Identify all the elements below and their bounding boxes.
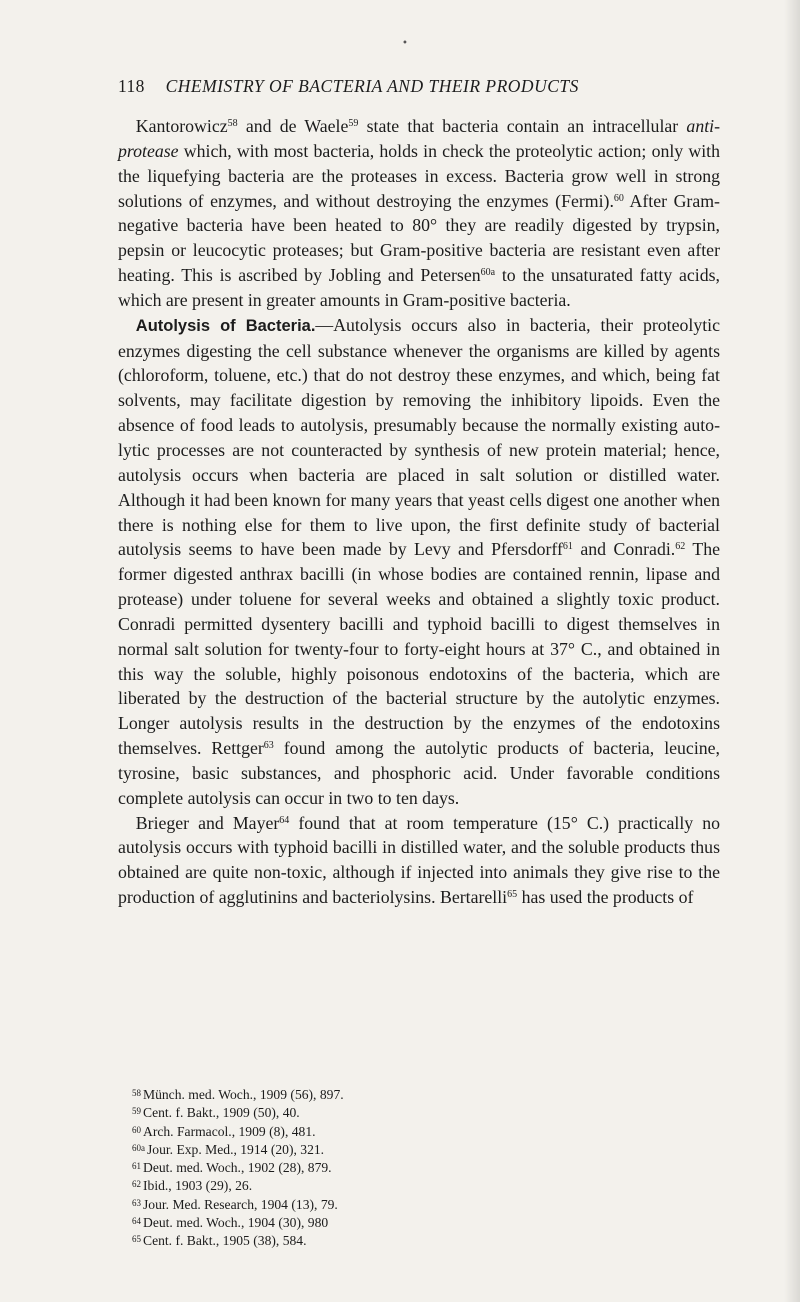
footnote-ref-63[interactable]: 63 (263, 740, 274, 752)
footnote (132, 1103, 692, 1121)
section-heading: Autolysis of Bacteria. (135, 316, 316, 335)
text-run: state that bacteria contain an intracellular (358, 116, 687, 136)
text-run: Brieger and Mayer (135, 812, 280, 833)
footnote-ref-60[interactable]: 60 (613, 192, 624, 204)
text-run: The former digested anthrax bacilli (in whose bodies are contained rennin, lipase and protease) under toluene for several weeks and obtained a slightly toxic product. Conradi permitted dysentery bacilli and typhoid bacilli to digest themselves in normal salt solution for twenty-four to forty-eight hours at 37° C., and obtained in this way the soluble, highly poisonous endotoxins of the bacteria, which are liberated by the destruction of the bacterial structure by the autolytic enzymes. Longer autolysis results in the destruction by the enzymes of the endotoxins themselves. Rettger (118, 539, 720, 759)
footnote (132, 1158, 692, 1176)
footnote-ref-62[interactable]: 62 (675, 541, 686, 553)
footnote-number: 65 (132, 1234, 141, 1245)
footnote-number: 60a (132, 1142, 145, 1153)
page-edge-shadow (784, 0, 800, 1302)
footnote-ref-65[interactable]: 65 (507, 889, 518, 901)
footnote-ref-64[interactable]: 64 (279, 814, 290, 826)
footnote-number: 64 (132, 1216, 141, 1227)
text-run: which, with most bacteria, holds in check the proteolytic action; only with the liquefying bacteria are the proteases in excess. Bacteria grow well in strong solutions of enzymes, and without destroying the enzymes (Fermi). (118, 140, 720, 211)
paragraph-brieger (118, 811, 720, 910)
footnote-text: Münch. med. Woch., 1909 (56), 897. (143, 1087, 344, 1102)
text-run: to the unsaturated fatty acids, which are present in greater amounts in Gram-positive bacteria. (118, 265, 721, 310)
footnote-number: 59 (132, 1106, 141, 1117)
footnote-text: Cent. f. Bakt., 1909 (50), 40. (143, 1105, 300, 1121)
footnote-text: Jour. Med. Research, 1904 (13), 79. (143, 1196, 338, 1212)
footnote-ref-58[interactable]: 58 (227, 118, 238, 129)
footnote-number: 60 (132, 1124, 141, 1135)
text-run: found that at room temperature (15° C.) practically no autolysis occurs with typhoid bacilli in distilled water, and the soluble products thus obtained are quite non-toxic, although if injected into animals they give rise to the production of agglutinins and bacteriolysins. Bertarelli (118, 812, 720, 908)
running-head (118, 76, 718, 97)
footnote (132, 1176, 692, 1194)
footnote (132, 1122, 692, 1140)
footnote-text: Deut. med. Woch., 1904 (30), 980 (143, 1215, 329, 1231)
footnote (132, 1231, 692, 1249)
footnote (132, 1195, 692, 1213)
footnote (132, 1213, 692, 1231)
paragraph-autolysis (118, 313, 720, 811)
text-run: After Gram-negative bacteria have been heated to 80° they are readily digested by trypsin, pepsin or leucocytic proteases; but Gram-positive bacteria are resistant even after heating. This is ascribed by Jobling and Petersen (118, 190, 720, 286)
footnote-text: Deut. med. Woch., 1902 (28), 879. (143, 1160, 332, 1176)
footnote-ref-60a[interactable]: 60a (480, 267, 496, 279)
footnote-text: Ibid., 1903 (29), 26. (143, 1178, 253, 1194)
print-mark: • (402, 38, 408, 49)
text-run: Kantorowicz (135, 116, 228, 136)
footnote-text: Arch. Farmacol., 1909 (8), 481. (143, 1123, 316, 1139)
footnotes (132, 1085, 692, 1250)
footnote-number: 63 (132, 1197, 141, 1208)
page-number: 118 (118, 76, 145, 96)
footnote-ref-59[interactable]: 59 (348, 118, 359, 129)
footnote-number: 61 (132, 1161, 141, 1172)
footnote-text: Cent. f. Bakt., 1905 (38), 584. (143, 1233, 307, 1249)
footnote-number: 58 (132, 1088, 141, 1098)
text-run: and Conradi. (572, 539, 676, 560)
footnote-ref-61[interactable]: 61 (562, 541, 573, 553)
paragraph-antiprotease (118, 114, 720, 313)
footnote (132, 1085, 692, 1103)
body-text (118, 114, 720, 910)
footnote (132, 1140, 692, 1158)
text-run: found among the autolytic products of bacteria, leucine, tyrosine, basic substances, and phosphoric acid. Under favorable conditions complete autolysis can occur in two to ten days. (118, 738, 720, 808)
footnote-text: Jour. Exp. Med., 1914 (20), 321. (147, 1141, 325, 1157)
text-run: and de Waele (237, 116, 349, 136)
footnote-number: 62 (132, 1179, 141, 1190)
text-run: —Autolysis occurs also in bacteria, their proteolytic enzymes digesting the cell substance whenever the organisms are killed by agents (chloroform, toluene, etc.) that do not destroy these enzymes, and which, being fat solvents, may facilitate digestion by removing the inhibitory lipoids. Even the absence of food leads to autolysis, presumably because the normally existing autolytic processes are not counteracted by synthesis of new protein material; hence, autolysis occurs when bacteria are placed in salt solution or distilled water. Although it had been known for many years that yeast cells digest one another when there is nothing else for them to live upon, the first definite study of bacterial autolysis seems to have been made by Levy and Pfersdorff (118, 314, 721, 560)
running-title: CHEMISTRY OF BACTERIA AND THEIR PRODUCTS (165, 76, 579, 96)
italic-term: anti-protease (118, 116, 721, 161)
text-run: has used the products of (517, 887, 694, 908)
